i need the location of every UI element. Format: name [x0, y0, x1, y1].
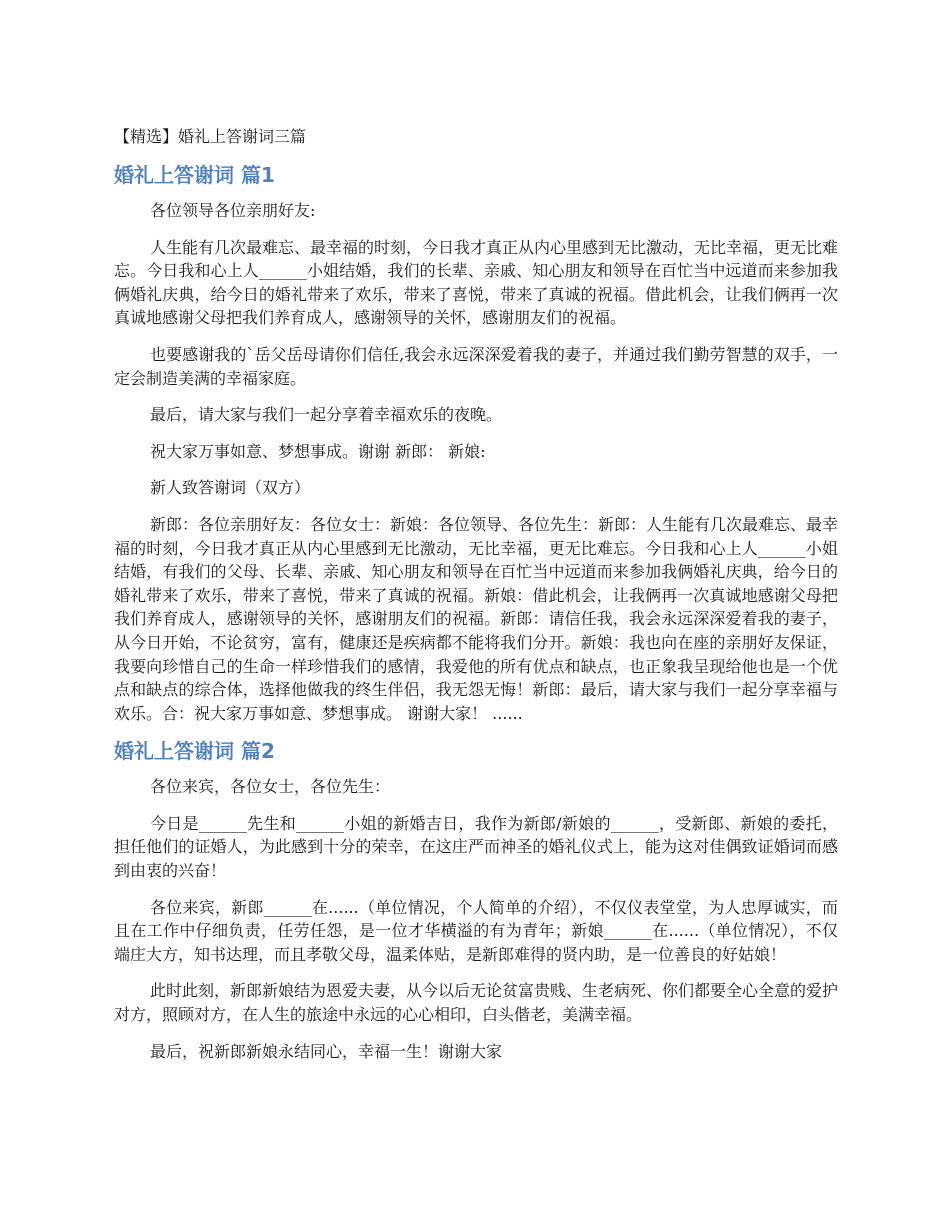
- section-heading: 婚礼上答谢词 篇2: [114, 739, 275, 764]
- document-page: [114, 126, 838, 1076]
- paragraph: 人生能有几次最难忘、最幸福的时刻，今日我才真正从内心里感到无比激动，无比幸福，更无比难忘。今日我和心上人______小姐结婚，我们的长辈、亲戚、知心朋友和领导在百忙当中远道而来参加我俩婚礼庆典，给今日的婚礼带来了欢乐，带来了喜悦，带来了真诚的祝福。借此机会，让我们俩再一次真诚地感谢父母把我们养育成人，感谢领导的关怀，感谢朋友们的祝福。: [114, 237, 839, 328]
- section-heading: 婚礼上答谢词 篇1: [114, 163, 275, 187]
- paragraph: 各位领导各位亲朋好友:: [150, 201, 316, 220]
- document-title: 【精选】婚礼上答谢词三篇: [114, 127, 307, 146]
- paragraph: 此时此刻，新郎新娘结为恩爱夫妻，从今以后无论贫富贵贱、生老病死、你们都要全心全意的爱护对方，照顾对方，在人生的旅途中永远的心心相印，白头偕老，美满幸福。: [114, 981, 839, 1025]
- paragraph: 各位来宾，新郎______在......（单位情况，个人简单的介绍），不仅仪表堂堂，为人忠厚诚实，而且在工作中仔细负责，任劳任怨，是一位才华横溢的有为青年；新娘______在......（单位情况），不仅端庄大方，知书达理，而且孝敬父母，温柔体贴，是新郎难得的贤内助，是一位善良的好姑娘！: [114, 897, 838, 964]
- paragraph: 新郎：各位亲朋好友：各位女士：新娘：各位领导、各位先生：新郎：人生能有几次最难忘、最幸福的时刻，今日我才真正从内心里感到无比激动，无比幸福，更无比难忘。今日我和心上人______小姐结婚，有我们的父母、长辈、亲戚、知心朋友和领导在百忙当中远道而来参加我俩婚礼庆典，给今日的婚礼带来了欢乐，带来了喜悦，带来了真诚的祝福。新娘：借此机会，让我俩再一次真诚地感谢父母把我们养育成人，感谢领导的关怀，感谢朋友们的祝福。新郎：请信任我，我会永远深深爱着我的妻子，从今日开始，不论贫穷，富有，健康还是疾病都不能将我们分开。新娘：我也向在座的亲朋好友保证，我要向珍惜自己的生命一样珍惜我们的感情，我爱他的所有优点和缺点，也正象我呈现给他也是一个优点和缺点的综合体，选择他做我的终生伴侣，我无怨无悔！新郎：最后，请大家与我们一起分享幸福与欢乐。合：祝大家万事如意、梦想事成。 谢谢大家！ ......: [114, 514, 839, 723]
- section-1: [114, 162, 838, 725]
- paragraph: 也要感谢我的`岳父岳母请你们信任,我会永远深深爱着我的妻子，并通过我们勤劳智慧的双手，一定会制造美满的幸福家庭。: [114, 344, 838, 388]
- paragraph: 各位来宾，各位女士，各位先生：: [150, 777, 391, 797]
- paragraph: 最后，祝新郎新娘永结同心，幸福一生！谢谢大家: [150, 1041, 503, 1061]
- paragraph: 最后，请大家与我们一起分享着幸福欢乐的夜晚。: [150, 405, 503, 425]
- paragraph: 今日是______先生和______小姐的新婚吉日，我作为新郎/新娘的______，受新郎、新娘的委托，担任他们的证婚人，为此感到十分的荣幸，在这庄严而神圣的婚礼仪式上，能为这对佳偶致证婚词而感到由衷的兴奋！: [114, 813, 838, 881]
- paragraph: 新人致答谢词（双方）: [150, 478, 311, 498]
- paragraph: 祝大家万事如意、梦想事成。谢谢 新郎： 新娘:: [150, 441, 486, 461]
- section-2: [114, 738, 838, 1063]
